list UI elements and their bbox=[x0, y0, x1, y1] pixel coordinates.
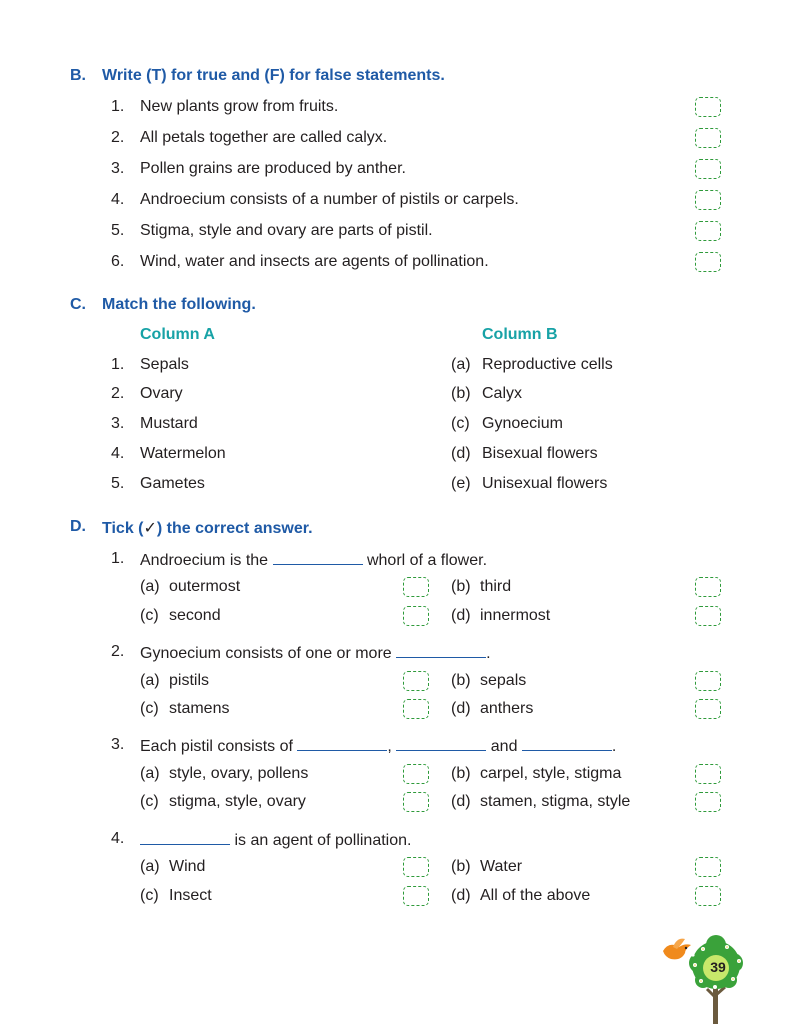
match-left-text: Sepals bbox=[140, 356, 189, 373]
answer-box[interactable] bbox=[695, 252, 721, 272]
answer-box[interactable] bbox=[695, 221, 721, 241]
section-d-letter: D. bbox=[70, 518, 86, 535]
answer-box[interactable] bbox=[403, 577, 429, 597]
fill-blank[interactable] bbox=[297, 736, 387, 751]
option-text: style, ovary, pollens bbox=[169, 765, 309, 782]
option-label: (d) bbox=[451, 445, 471, 462]
question-number: 2. bbox=[111, 643, 125, 660]
answer-box[interactable] bbox=[695, 764, 721, 784]
option-label: (d) bbox=[451, 607, 471, 624]
match-left-text: Gametes bbox=[140, 475, 205, 492]
question-text bbox=[140, 736, 616, 756]
option-text: carpel, style, stigma bbox=[480, 765, 622, 782]
title-part: Tick ( bbox=[102, 520, 144, 537]
option-label: (c) bbox=[451, 415, 470, 432]
item-number: 1. bbox=[111, 98, 125, 115]
option-text: Insect bbox=[169, 887, 212, 904]
match-right-text: Unisexual flowers bbox=[482, 475, 608, 492]
fill-blank[interactable] bbox=[522, 736, 612, 751]
answer-box[interactable] bbox=[403, 699, 429, 719]
answer-box[interactable] bbox=[695, 671, 721, 691]
answer-box[interactable] bbox=[695, 792, 721, 812]
answer-box[interactable] bbox=[403, 857, 429, 877]
fill-blank[interactable] bbox=[140, 830, 230, 845]
answer-box[interactable] bbox=[403, 671, 429, 691]
answer-box[interactable] bbox=[695, 699, 721, 719]
option-label: (a) bbox=[140, 672, 160, 689]
option-label: (a) bbox=[140, 765, 160, 782]
question-number: 3. bbox=[111, 736, 125, 753]
answer-box[interactable] bbox=[695, 886, 721, 906]
statement-text: Androecium consists of a number of pistils or carpels. bbox=[140, 191, 519, 208]
match-left-text: Mustard bbox=[140, 415, 198, 432]
fill-blank[interactable] bbox=[396, 736, 486, 751]
question-part: . bbox=[611, 738, 617, 755]
option-text: outermost bbox=[169, 578, 241, 595]
question-number: 1. bbox=[111, 550, 125, 567]
section-c-title: Match the following. bbox=[102, 296, 256, 313]
option-label: (c) bbox=[140, 700, 159, 717]
answer-box[interactable] bbox=[403, 792, 429, 812]
option-label: (e) bbox=[451, 475, 471, 492]
statement-text: Wind, water and insects are agents of pollination. bbox=[140, 253, 489, 270]
question-text bbox=[140, 830, 411, 850]
match-left-text: Ovary bbox=[140, 385, 183, 402]
answer-box[interactable] bbox=[695, 128, 721, 148]
fill-blank[interactable] bbox=[273, 550, 363, 565]
option-label: (b) bbox=[451, 578, 471, 595]
option-label: (b) bbox=[451, 385, 471, 402]
option-label: (a) bbox=[140, 578, 160, 595]
option-text: Water bbox=[480, 858, 523, 875]
tree-decoration bbox=[655, 935, 755, 1024]
question-part: whorl of a flower. bbox=[366, 552, 488, 569]
option-text: stamen, stigma, style bbox=[480, 793, 631, 810]
section-b-letter: B. bbox=[70, 67, 86, 84]
answer-box[interactable] bbox=[695, 577, 721, 597]
question-text bbox=[140, 550, 487, 570]
item-number: 5. bbox=[111, 475, 125, 492]
match-right-text: Calyx bbox=[482, 385, 523, 402]
question-part: , bbox=[387, 738, 392, 755]
option-label: (c) bbox=[140, 793, 159, 810]
match-right-text: Bisexual flowers bbox=[482, 445, 598, 462]
option-label: (c) bbox=[140, 607, 159, 624]
option-label: (a) bbox=[140, 858, 160, 875]
option-label: (b) bbox=[451, 765, 471, 782]
option-label: (d) bbox=[451, 700, 471, 717]
answer-box[interactable] bbox=[695, 190, 721, 210]
item-number: 2. bbox=[111, 129, 125, 146]
answer-box[interactable] bbox=[695, 97, 721, 117]
answer-box[interactable] bbox=[403, 606, 429, 626]
title-part: ) the correct answer. bbox=[156, 520, 313, 537]
item-number: 5. bbox=[111, 222, 125, 239]
question-part: Gynoecium consists of one or more bbox=[140, 645, 392, 662]
option-label: (d) bbox=[451, 793, 471, 810]
column-a-heading: Column A bbox=[140, 326, 215, 343]
option-label: (a) bbox=[451, 356, 471, 373]
answer-box[interactable] bbox=[695, 159, 721, 179]
question-part: . bbox=[486, 645, 491, 662]
answer-box[interactable] bbox=[695, 606, 721, 626]
answer-box[interactable] bbox=[403, 764, 429, 784]
match-right-text: Gynoecium bbox=[482, 415, 563, 432]
item-number: 2. bbox=[111, 385, 125, 402]
option-text: third bbox=[480, 578, 512, 595]
option-text: sepals bbox=[480, 672, 527, 689]
fill-blank[interactable] bbox=[396, 643, 486, 658]
option-label: (b) bbox=[451, 672, 471, 689]
question-part: is an agent of pollination. bbox=[234, 832, 412, 849]
option-text: pistils bbox=[169, 672, 210, 689]
statement-text: All petals together are called calyx. bbox=[140, 129, 388, 146]
section-b-title: Write (T) for true and (F) for false statements. bbox=[102, 67, 445, 84]
statement-text: Stigma, style and ovary are parts of pistil. bbox=[140, 222, 433, 239]
option-text: innermost bbox=[480, 607, 551, 624]
statement-text: Pollen grains are produced by anther. bbox=[140, 160, 406, 177]
option-label: (d) bbox=[451, 887, 471, 904]
item-number: 4. bbox=[111, 191, 125, 208]
question-part: Each pistil consists of bbox=[140, 738, 293, 755]
question-number: 4. bbox=[111, 830, 125, 847]
match-right-text: Reproductive cells bbox=[482, 356, 613, 373]
item-number: 3. bbox=[111, 415, 125, 432]
answer-box[interactable] bbox=[403, 886, 429, 906]
option-text: All of the above bbox=[480, 887, 591, 904]
option-text: second bbox=[169, 607, 221, 624]
bird-icon bbox=[663, 939, 691, 960]
question-part: Androecium is the bbox=[140, 552, 269, 569]
column-b-heading: Column B bbox=[482, 326, 558, 343]
tick-icon: ✓ bbox=[143, 520, 157, 537]
item-number: 3. bbox=[111, 160, 125, 177]
item-number: 4. bbox=[111, 445, 125, 462]
item-number: 6. bbox=[111, 253, 125, 270]
section-c-letter: C. bbox=[70, 296, 86, 313]
question-text bbox=[140, 643, 491, 663]
option-label: (c) bbox=[140, 887, 159, 904]
option-text: Wind bbox=[169, 858, 206, 875]
page-number: 39 bbox=[710, 959, 726, 975]
item-number: 1. bbox=[111, 356, 125, 373]
answer-box[interactable] bbox=[695, 857, 721, 877]
statement-text: New plants grow from fruits. bbox=[140, 98, 339, 115]
section-d-title bbox=[102, 518, 313, 538]
trunk bbox=[713, 985, 718, 1024]
match-left-text: Watermelon bbox=[140, 445, 226, 462]
option-text: stigma, style, ovary bbox=[169, 793, 306, 810]
option-text: anthers bbox=[480, 700, 534, 717]
question-part: and bbox=[490, 738, 518, 755]
option-text: stamens bbox=[169, 700, 230, 717]
option-label: (b) bbox=[451, 858, 471, 875]
